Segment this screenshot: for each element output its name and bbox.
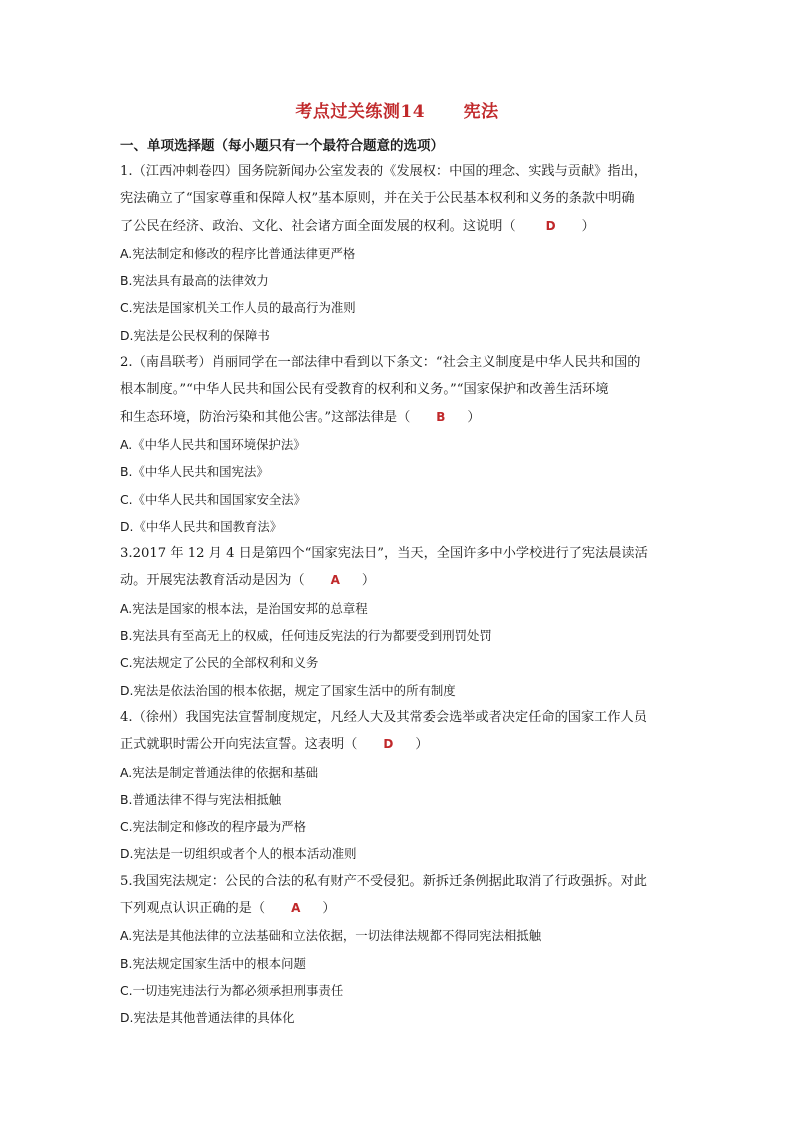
option-d: D.宪法是公民权利的保障书 xyxy=(120,327,270,343)
question-stem-text: 正式就职时需公开向宪法宣誓。这表明（ xyxy=(120,737,358,753)
answer-letter: B xyxy=(436,409,446,424)
question-stem-line: 宪法确立了“国家尊重和保障人权”基本原则，并在关于公民基本权利和义务的条款中明确 xyxy=(120,191,635,207)
option-a: A.宪法是制定普通法律的依据和基础 xyxy=(120,764,319,780)
answer-letter: A xyxy=(291,901,301,916)
answer-close-paren: ） xyxy=(415,737,429,753)
answer-letter: D xyxy=(383,737,394,752)
option-d: D.宪法是依法治国的根本依据，规定了国家生活中的所有制度 xyxy=(120,682,456,698)
page-title: 考点过关练测14 宪法 xyxy=(295,102,499,122)
option-a: A.宪法是国家的根本法，是治国安邦的总章程 xyxy=(120,600,368,616)
option-a: A.《中华人民共和国环境保护法》 xyxy=(120,436,306,452)
question-3 xyxy=(120,540,676,704)
answer-close-paren: ） xyxy=(467,409,481,425)
option-b: B.宪法规定国家生活中的根本问题 xyxy=(120,955,306,971)
question-stem-text: 和生态环境，防治污染和其他公害。”这部法律是（ xyxy=(120,409,411,425)
option-b: B.普通法律不得与宪法相抵触 xyxy=(120,791,282,807)
option-d: D.《中华人民共和国教育法》 xyxy=(120,518,283,534)
option-c: C.宪法是国家机关工作人员的最高行为准则 xyxy=(120,300,356,316)
question-stem-line xyxy=(120,731,676,758)
question-stem-line: 5.我国宪法规定：公民的合法的私有财产不受侵犯。新拆迁条例据此取消了行政强拆。对此 xyxy=(120,873,647,889)
answer-letter: D xyxy=(545,218,556,233)
option-b: B.宪法具有至高无上的权威，任何违反宪法的行为都要受到刑罚处罚 xyxy=(120,628,492,644)
section-heading: 一、单项选择题（每小题只有一个最符合题意的选项） xyxy=(120,138,444,154)
answer-close-paren: ） xyxy=(361,573,376,589)
question-stem-line: 2.（南昌联考）肖丽同学在一部法律中看到以下条文：“社会主义制度是中华人民共和国的 xyxy=(120,355,641,371)
question-stem-line xyxy=(120,567,676,594)
question-list xyxy=(120,158,676,1032)
option-a: A.宪法制定和修改的程序比普通法律更严格 xyxy=(120,245,356,261)
option-d: D.宪法是一切组织或者个人的根本活动准则 xyxy=(120,846,357,862)
question-2 xyxy=(120,349,676,540)
question-stem-line xyxy=(120,404,676,431)
option-d: D.宪法是其他普通法律的具体化 xyxy=(120,1010,295,1026)
answer-close-paren: ） xyxy=(581,218,595,234)
answer-close-paren: ） xyxy=(322,901,336,917)
question-stem-line xyxy=(120,895,676,922)
option-b: B.《中华人民共和国宪法》 xyxy=(120,464,269,480)
question-1 xyxy=(120,158,676,349)
question-stem-line: 3.2017 年 12 月 4 日是第四个“国家宪法日”，当天，全国许多中小学校进行了宪法晨读活 xyxy=(120,546,648,562)
question-4 xyxy=(120,704,676,868)
question-stem-text: 下列观点认识正确的是（ xyxy=(120,901,266,917)
question-stem-text: 动。开展宪法教育活动是因为（ xyxy=(120,573,305,589)
question-stem-line: 根本制度。”“中华人民共和国公民有受教育的权利和义务。”“国家保护和改善生活环境 xyxy=(120,382,609,398)
question-stem-line: 1.（江西冲刺卷四）国务院新闻办公室发表的《发展权：中国的理念、实践与贡献》指出， xyxy=(120,164,647,179)
option-c: C.一切违宪违法行为都必须承担刑事责任 xyxy=(120,982,344,998)
option-c: C.宪法制定和修改的程序最为严格 xyxy=(120,819,307,835)
option-c: C.《中华人民共和国国家安全法》 xyxy=(120,491,307,507)
question-5 xyxy=(120,868,676,1032)
option-b: B.宪法具有最高的法律效力 xyxy=(120,273,269,289)
option-c: C.宪法规定了公民的全部权利和义务 xyxy=(120,655,319,671)
question-stem-line: 4.（徐州）我国宪法宣誓制度规定，凡经人大及其常委会选举或者决定任命的国家工作人员 xyxy=(120,709,647,725)
question-stem-text: 了公民在经济、政治、文化、社会诸方面全面发展的权利。这说明（ xyxy=(120,218,516,234)
question-stem-line xyxy=(120,213,676,240)
option-a: A.宪法是其他法律的立法基础和立法依据，一切法律法规都不得同宪法相抵触 xyxy=(120,928,542,944)
answer-letter: A xyxy=(330,573,340,588)
